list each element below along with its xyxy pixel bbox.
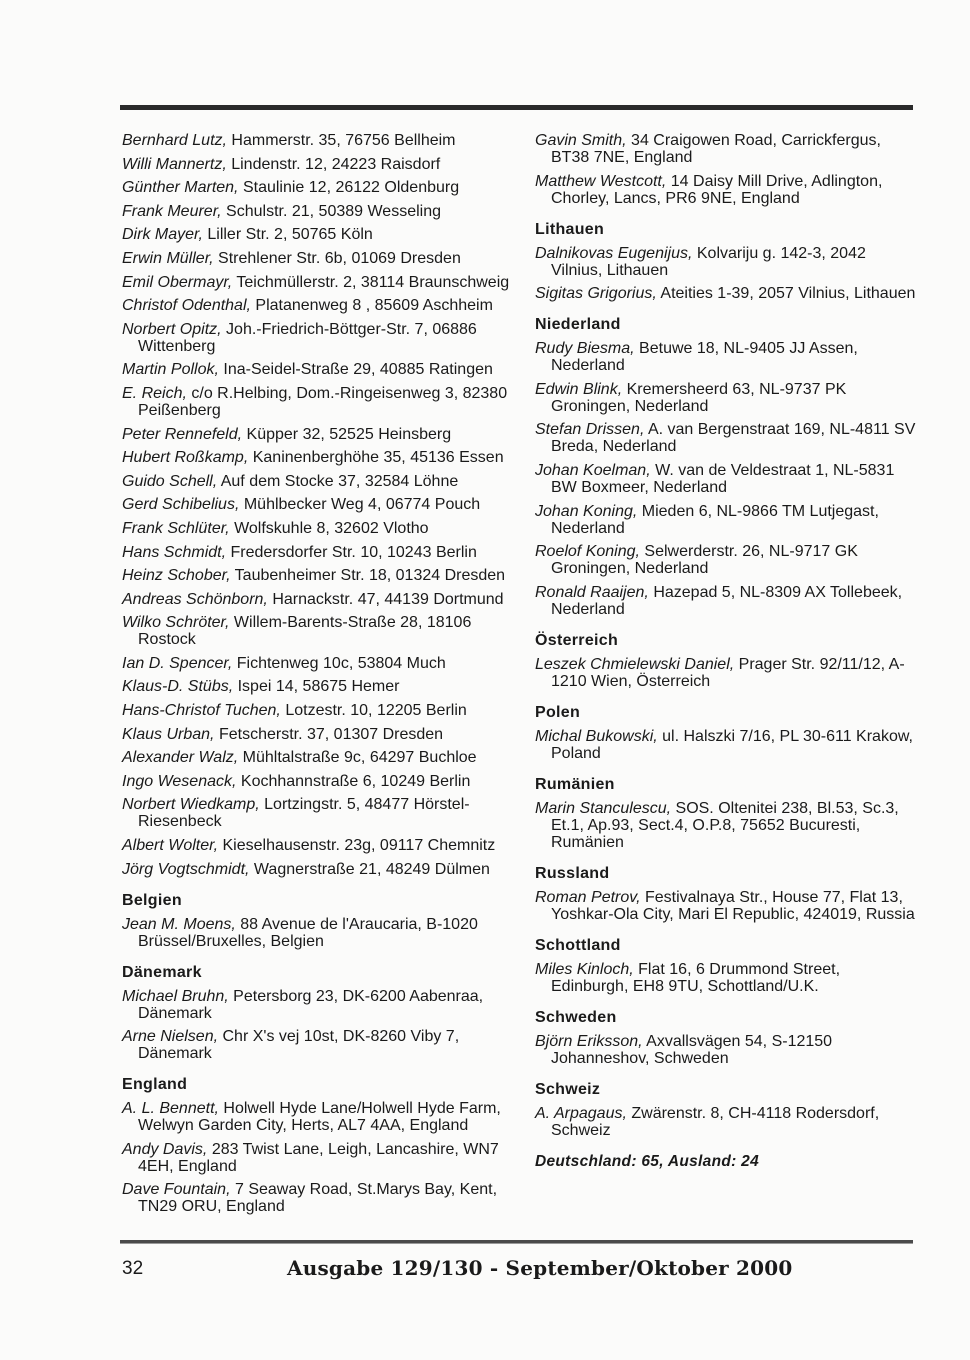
address-entry — [122, 861, 517, 878]
member-address: Wolfskuhle 8, 32602 Vlotho — [234, 519, 429, 537]
issue-title: Ausgabe 129/130 - September/Oktober 2000 — [287, 1256, 793, 1280]
address-entry — [122, 520, 517, 537]
section-heading: Schweiz — [535, 1080, 601, 1098]
member-address: Joh.-Friedrich-Böttger-Str. 7, 06886 Wittenberg — [138, 320, 477, 355]
member-name: Andreas Schönborn, — [122, 590, 268, 608]
member-name: Hans Schmidt, — [122, 543, 227, 561]
address-entry — [122, 426, 517, 443]
member-address: Ina-Seidel-Straße 29, 40885 Ratingen — [223, 361, 493, 379]
member-address: Hammerstr. 35, 76756 Bellheim — [231, 132, 456, 149]
member-name: Hans-Christof Tuchen, — [122, 702, 281, 720]
address-entry — [122, 449, 517, 466]
member-address: Mühlbecker Weg 4, 06774 Pouch — [243, 496, 481, 514]
member-address: Petersborg 23, DK-6200 Aabenraa, Dänemark — [138, 987, 484, 1022]
right-column-body — [535, 132, 920, 1139]
member-name: Dalnikovas Eugenijus, — [535, 244, 693, 262]
member-address: Lortzingstr. 5, 48477 Hörstel-Riesenbeck — [138, 796, 470, 831]
member-name: Bernhard Lutz, — [122, 132, 227, 149]
member-address: Liller Str. 2, 50765 Köln — [207, 226, 373, 244]
address-entry — [122, 796, 517, 830]
member-name: Wilko Schröter, — [122, 614, 230, 632]
member-name: Rudy Biesma, — [535, 340, 635, 358]
footer-rule — [120, 1240, 913, 1244]
member-address: Kolvariju g. 142-3, 2042 Vilnius, Lithauen — [551, 244, 866, 279]
address-entry — [535, 245, 920, 279]
member-name: Christof Odenthal, — [122, 297, 251, 315]
member-name: Emil Obermayr, — [122, 273, 233, 291]
address-entry — [122, 916, 517, 950]
member-address: Teichmüllerstr. 2, 38114 Braunschweig — [236, 273, 510, 291]
member-address: SOS. Oltenitei 238, Bl.53, Sc.3, Et.1, Ap.93, Sect.4, O.P.8, 75652 Bucuresti, Rumänien — [551, 799, 899, 851]
member-address: 88 Avenue de l'Araucaria, B-1020 Brüssel/Bruxelles, Belgien — [138, 915, 478, 950]
member-address: Fetscherstr. 37, 01307 Dresden — [218, 725, 444, 743]
section-heading: Schweden — [535, 1008, 617, 1026]
address-entry — [122, 473, 517, 490]
member-name: Johan Koelman, — [535, 461, 651, 479]
member-name: Willi Mannertz, — [122, 155, 227, 173]
member-address: 7 Seaway Road, St.Marys Bay, Kent, TN29 ORU, England — [138, 1181, 498, 1216]
member-address: Mieden 6, NL-9866 TM Lutjegast, Nederland — [551, 502, 879, 537]
address-entry — [535, 961, 920, 995]
address-entry — [122, 321, 517, 355]
member-address: Auf dem Stocke 37, 32584 Löhne — [220, 472, 459, 490]
member-name: Dave Fountain, — [122, 1181, 231, 1199]
member-address: Fredersdorfer Str. 10, 10243 Berlin — [230, 543, 477, 561]
address-entry — [535, 173, 920, 207]
member-address: Fichtenweg 10c, 53804 Much — [236, 654, 446, 672]
section-heading: Österreich — [535, 631, 619, 649]
member-address: Taubenheimer Str. 18, 01324 Dresden — [234, 567, 506, 585]
member-name: Ingo Wesenack, — [122, 772, 237, 790]
member-name: Marin Stanculescu, — [535, 799, 672, 817]
member-address: Willem-Barents-Straße 28, 18106 Rostock — [138, 614, 472, 649]
member-name: Klaus Urban, — [122, 725, 215, 743]
member-address: Strehlener Str. 6b, 01069 Dresden — [218, 249, 461, 267]
member-address: W. van de Veldestraat 1, NL-5831 BW Boxmeer, Nederland — [551, 461, 895, 496]
address-entry — [122, 726, 517, 743]
member-name: Miles Kinloch, — [535, 960, 634, 978]
member-name: Leszek Chmielewski Daniel, — [535, 655, 735, 673]
member-name: Ronald Raaijen, — [535, 583, 649, 601]
address-entry — [122, 567, 517, 584]
member-address: Schulstr. 21, 50389 Wesseling — [226, 202, 441, 220]
address-entry — [122, 773, 517, 790]
member-address: Kochhannstraße 6, 10249 Berlin — [240, 772, 471, 790]
member-address: Kieselhausenstr. 23g, 09117 Chemnitz — [222, 837, 496, 855]
member-address: Staulinie 12, 26122 Oldenburg — [242, 179, 460, 197]
member-name: Roelof Koning, — [535, 543, 640, 561]
member-name: Sigitas Grigorius, — [535, 285, 657, 303]
member-name: Norbert Opitz, — [122, 320, 222, 338]
section-heading: Schottland — [535, 936, 621, 954]
section-heading: England — [122, 1076, 188, 1094]
member-address: A. van Bergenstraat 169, NL-4811 SV Breda, Nederland — [551, 421, 916, 456]
member-name: Edwin Blink, — [535, 380, 623, 398]
address-entry — [122, 496, 517, 513]
address-entry — [122, 1028, 517, 1062]
address-entry — [122, 614, 517, 648]
member-name: Erwin Müller, — [122, 249, 214, 267]
member-address: Selwerderstr. 26, NL-9717 GK Groningen, Nederland — [551, 543, 858, 578]
member-address: Lotzestr. 10, 12205 Berlin — [285, 702, 467, 720]
member-name: Björn Eriksson, — [535, 1032, 643, 1050]
member-name: Gavin Smith, — [535, 132, 627, 149]
address-entry — [122, 385, 517, 419]
address-entry — [535, 584, 920, 618]
member-address: Kremersheerd 63, NL-9737 PK Groningen, Nederland — [551, 380, 847, 415]
member-address: Kaninenberghöhe 35, 45136 Essen — [252, 449, 504, 467]
member-name: Norbert Wiedkamp, — [122, 796, 260, 814]
member-name: Guido Schell, — [122, 472, 218, 490]
address-entry — [122, 179, 517, 196]
address-entry — [122, 226, 517, 243]
member-address: Wagnerstraße 21, 48249 Dülmen — [253, 860, 490, 878]
member-name: E. Reich, — [122, 384, 187, 402]
member-address: Axvallsvägen 54, S-12150 Johanneshov, Schweden — [551, 1032, 833, 1067]
member-count-summary: Deutschland: 65, Ausland: 24 — [535, 1152, 760, 1170]
section-heading: Belgien — [122, 891, 182, 909]
address-entry — [122, 297, 517, 314]
member-address: c/o R.Helbing, Dom.-Ringeisenweg 3, 82380 Peißenberg — [138, 384, 508, 419]
member-name: Michael Bruhn, — [122, 987, 229, 1005]
address-entry — [122, 250, 517, 267]
member-address: Chr X's vej 10st, DK-8260 Viby 7, Dänemark — [138, 1028, 460, 1063]
section-heading: Rumänien — [535, 775, 615, 793]
member-name: Jörg Vogtschmidt, — [122, 860, 250, 878]
address-entry — [122, 749, 517, 766]
member-address: Platanenweg 8 , 85609 Aschheim — [255, 297, 493, 315]
member-address: Mühltalstraße 9c, 64297 Buchloe — [242, 749, 477, 767]
member-name: Michal Bukowski, — [535, 727, 658, 745]
left-column — [122, 132, 517, 1222]
member-name: Jean M. Moens, — [122, 915, 236, 933]
member-name: Roman Petrov, — [535, 888, 641, 906]
member-address: Holwell Hyde Lane/Holwell Hyde Farm, Welwyn Garden City, Herts, AL7 4AA, England — [138, 1100, 501, 1135]
address-entry — [122, 837, 517, 854]
member-name: Klaus-D. Stübs, — [122, 678, 234, 696]
address-entry — [122, 361, 517, 378]
member-name: Martin Pollok, — [122, 361, 219, 379]
member-address: 34 Craigowen Road, Carrickfergus, BT38 7NE, England — [551, 132, 881, 166]
address-entry — [535, 381, 920, 415]
member-name: A. L. Bennett, — [122, 1100, 219, 1118]
address-entry — [122, 678, 517, 695]
address-entry — [535, 503, 920, 537]
right-column — [535, 132, 920, 1171]
page-number: 32 — [122, 1258, 144, 1279]
member-address: Festivalnaya Str., House 77, Flat 13, Yoshkar-Ola City, Mari El Republic, 424019, Russia — [551, 888, 915, 923]
member-name: A. Arpagaus, — [535, 1104, 627, 1122]
member-address: Lindenstr. 12, 24223 Raisdorf — [231, 155, 441, 173]
address-entry — [535, 285, 920, 302]
address-entry — [122, 274, 517, 291]
address-entry — [535, 728, 920, 762]
member-name: Alexander Walz, — [122, 749, 239, 767]
member-name: Matthew Westcott, — [535, 172, 667, 190]
address-entry — [122, 1181, 517, 1215]
member-name: Hubert Roßkamp, — [122, 449, 249, 467]
address-entry — [122, 591, 517, 608]
member-name: Arne Nielsen, — [122, 1028, 219, 1046]
member-name: Ian D. Spencer, — [122, 654, 233, 672]
address-entry — [535, 800, 920, 851]
address-entry — [122, 203, 517, 220]
address-entry — [122, 988, 517, 1022]
member-address: Ateities 1-39, 2057 Vilnius, Lithauen — [660, 285, 916, 303]
header-rule — [120, 105, 913, 110]
address-entry — [122, 544, 517, 561]
member-name: Frank Schlüter, — [122, 519, 230, 537]
address-entry — [535, 889, 920, 923]
member-address: Küpper 32, 52525 Heinsberg — [246, 425, 452, 443]
member-address: Hazepad 5, NL-8309 AX Tollebeek, Nederland — [551, 583, 903, 618]
member-name: Stefan Drissen, — [535, 421, 645, 439]
member-address: Ispei 14, 58675 Hemer — [237, 678, 400, 696]
member-name: Albert Wolter, — [122, 837, 219, 855]
address-entry — [535, 462, 920, 496]
member-address: 14 Daisy Mill Drive, Adlington, Chorley, Lancs, PR6 9NE, England — [551, 172, 883, 207]
member-address: Betuwe 18, NL-9405 JJ Assen, Nederland — [551, 340, 858, 375]
address-entry — [535, 1105, 920, 1139]
address-entry — [535, 421, 920, 455]
member-name: Johan Koning, — [535, 502, 638, 520]
address-entry — [122, 655, 517, 672]
address-entry — [122, 1100, 517, 1134]
section-heading: Dänemark — [122, 963, 202, 981]
member-name: Heinz Schober, — [122, 567, 231, 585]
section-heading: Polen — [535, 703, 581, 721]
member-address: Harnackstr. 47, 44139 Dortmund — [272, 590, 504, 608]
member-name: Peter Rennefeld, — [122, 425, 243, 443]
section-heading: Russland — [535, 864, 610, 882]
member-address: 283 Twist Lane, Leigh, Lancashire, WN7 4EH, England — [138, 1140, 499, 1175]
address-entry — [122, 132, 517, 149]
member-name: Gerd Schibelius, — [122, 496, 240, 514]
member-name: Dirk Mayer, — [122, 226, 203, 244]
address-entry — [535, 132, 920, 166]
address-entry — [122, 1141, 517, 1175]
address-entry — [535, 1033, 920, 1067]
member-address: Prager Str. 92/11/12, A-1210 Wien, Österreich — [551, 655, 905, 690]
member-name: Frank Meurer, — [122, 202, 222, 220]
address-entry — [535, 340, 920, 374]
section-heading: Lithauen — [535, 220, 605, 238]
member-address: Flat 16, 6 Drummond Street, Edinburgh, EH8 9TU, Schottland/U.K. — [551, 960, 841, 995]
section-heading: Niederland — [535, 316, 621, 334]
address-entry — [535, 543, 920, 577]
address-entry — [122, 702, 517, 719]
member-name: Günther Marten, — [122, 179, 239, 197]
member-name: Andy Davis, — [122, 1140, 208, 1158]
address-entry — [122, 156, 517, 173]
address-entry — [535, 656, 920, 690]
member-address: ul. Halszki 7/16, PL 30-611 Krakow, Poland — [551, 727, 913, 762]
member-address: Zwärenstr. 8, CH-4118 Rodersdorf, Schweiz — [551, 1104, 880, 1139]
